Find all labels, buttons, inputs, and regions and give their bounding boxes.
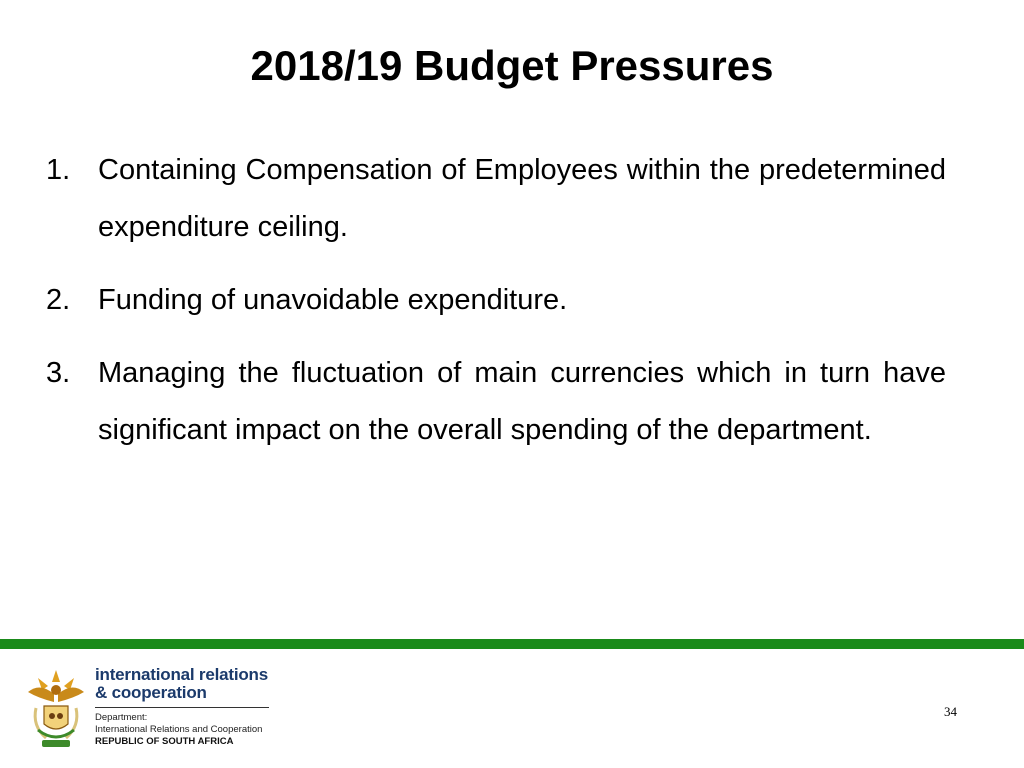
list-item [46, 345, 946, 459]
list-item-number: 1. [46, 154, 71, 186]
page-number: 34 [944, 704, 957, 719]
list-item-text: Funding of unavoidable expenditure. [98, 284, 568, 316]
logo-line-1: international relations [95, 665, 268, 684]
logo-text [95, 666, 285, 748]
country-name: REPUBLIC OF SOUTH AFRICA [95, 736, 234, 747]
department-logo [24, 666, 284, 756]
logo-rule [95, 707, 269, 708]
list-item-number: 2. [46, 284, 71, 316]
list-item [46, 272, 946, 329]
list-item-text: Managing the fluctuation of main currencies which in turn have significant impact on the overall spending of the department. [98, 357, 946, 446]
list-item-number: 3. [46, 357, 71, 389]
pressures-list [46, 142, 946, 475]
list-item-text: Containing Compensation of Employees within the predetermined expenditure ceiling. [98, 154, 946, 243]
footer-divider [0, 639, 1024, 649]
dept-name: International Relations and Cooperation [95, 724, 263, 735]
coat-of-arms-icon [24, 668, 88, 752]
dept-label: Department: [95, 712, 148, 723]
list-item [46, 142, 946, 256]
slide-title: 2018/19 Budget Pressures [250, 42, 774, 89]
logo-line-2: & cooperation [95, 683, 207, 702]
